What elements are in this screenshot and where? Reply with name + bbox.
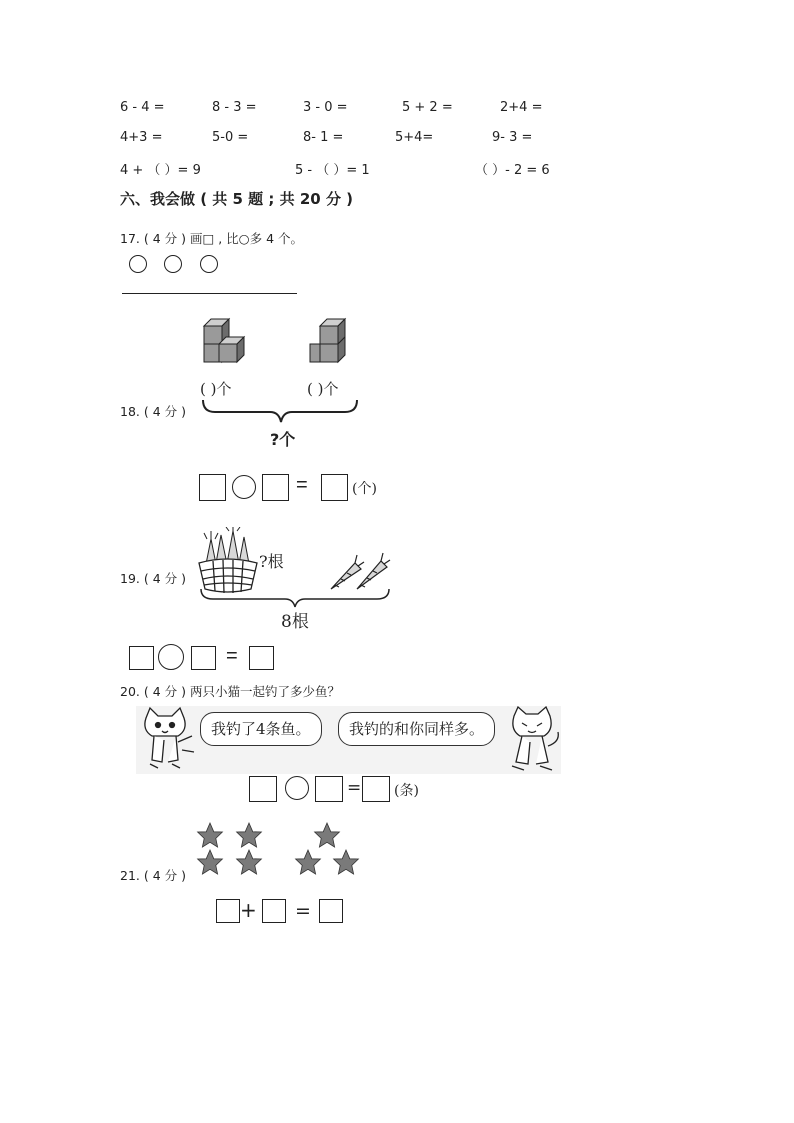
exercise: 5 - （ ）= 1 (295, 163, 370, 178)
carrot-icon (331, 555, 364, 589)
exercise: 6 - 4 = (120, 100, 165, 115)
star-icon (296, 850, 321, 874)
answer-box[interactable] (362, 776, 390, 802)
circle-icon (164, 255, 182, 273)
exercise: 5 + 2 = (402, 100, 453, 115)
section-title: 六、我会做 ( 共 5 题 ; 共 20 分 ) (120, 190, 354, 208)
answer-line[interactable] (122, 293, 297, 294)
equals-sign: = (296, 474, 308, 496)
cube-icon (219, 337, 244, 362)
circle-icon (200, 255, 218, 273)
exercise: 5+4= (395, 130, 434, 145)
answer-box[interactable] (315, 776, 343, 802)
basket-icon (199, 559, 257, 593)
star-icon (334, 850, 359, 874)
star-icon (198, 850, 223, 874)
answer-box[interactable] (249, 646, 274, 670)
brace-icon (203, 400, 357, 422)
answer-box[interactable] (249, 776, 277, 802)
total-label: 8根 (281, 612, 309, 632)
operator-circle[interactable] (285, 776, 309, 800)
cat-left-icon (138, 706, 198, 774)
count-left[interactable]: ( )个 (200, 380, 232, 398)
star-icon (315, 823, 340, 847)
star-icon (237, 823, 262, 847)
carrot-figure (193, 527, 398, 637)
answer-box[interactable] (129, 646, 154, 670)
unit-label: (个) (352, 481, 377, 497)
plus-sign: + (240, 898, 257, 922)
stars-figure (193, 820, 365, 880)
total-question: ?个 (270, 430, 296, 449)
exercise: 4+3 = (120, 130, 163, 145)
answer-box[interactable] (199, 474, 226, 501)
answer-box[interactable] (262, 899, 286, 923)
operator-circle[interactable] (232, 475, 256, 499)
equals-sign: = (347, 778, 362, 798)
cube-icon (310, 344, 320, 362)
question-17-label: 17. ( 4 分 ) 画□ , 比○多 4 个。 (120, 231, 303, 246)
count-right[interactable]: ( )个 (307, 380, 339, 398)
exercise: 8- 1 = (303, 130, 344, 145)
operator-circle[interactable] (158, 644, 184, 670)
answer-box[interactable] (191, 646, 216, 670)
question-18-label: 18. ( 4 分 ) (120, 404, 186, 419)
equals-sign: = (295, 900, 311, 922)
speech-bubble-left: 我钓了4条鱼。 (200, 712, 322, 746)
exercise: 8 - 3 = (212, 100, 257, 115)
star-icon (198, 823, 223, 847)
circle-icon (129, 255, 147, 273)
exercise: （ ）- 2 = 6 (475, 163, 550, 178)
answer-box[interactable] (321, 474, 348, 501)
cat-right-icon (504, 706, 562, 774)
unit-label: (条) (394, 783, 419, 799)
question-20-label: 20. ( 4 分 ) 两只小猫一起钓了多少鱼？ (120, 684, 340, 699)
carrot-question: ?根 (259, 552, 284, 571)
exercise: 3 - 0 = (303, 100, 348, 115)
carrot-icon (357, 553, 390, 589)
exercise: 5-0 = (212, 130, 249, 145)
answer-box[interactable] (319, 899, 343, 923)
question-19-label: 19. ( 4 分 ) (120, 571, 186, 586)
star-icon (237, 850, 262, 874)
exercise: 2+4 = (500, 100, 543, 115)
answer-box[interactable] (216, 899, 240, 923)
exercise: 9- 3 = (492, 130, 533, 145)
answer-box[interactable] (262, 474, 289, 501)
equals-sign: = (226, 645, 238, 667)
speech-bubble-right: 我钓的和你同样多。 (338, 712, 495, 746)
question-21-label: 21. ( 4 分 ) (120, 868, 186, 883)
exercise: 4 + （ ）= 9 (120, 163, 201, 178)
